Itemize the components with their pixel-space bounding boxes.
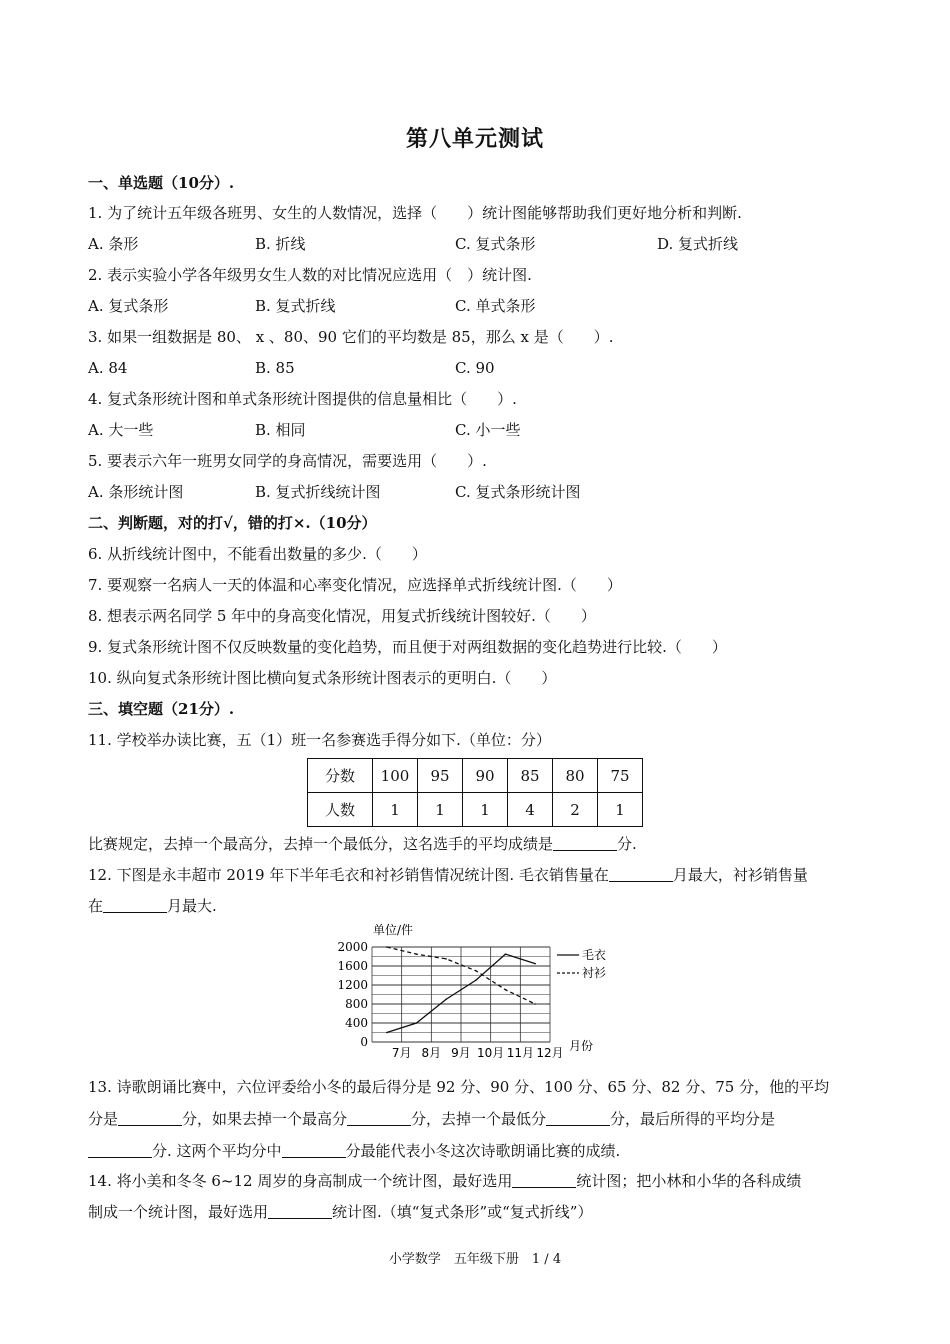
- q1-option-d: D. 复式折线: [657, 235, 739, 253]
- data-point: [445, 958, 447, 960]
- q14-text-a: 14. 将小美和冬冬 6~12 周岁的身高制成一个统计图，最好选用: [88, 1172, 513, 1190]
- score-cell: 95: [418, 759, 463, 793]
- question-3: 3. 如果一组数据是 80、 x 、80、90 它们的平均数是 85，那么 x 是（ ）.: [88, 328, 614, 346]
- question-5: 5. 要表示六年一班男女同学的身高情况，需要选用（ ）.: [88, 452, 487, 470]
- y-tick-label: 1600: [337, 959, 368, 973]
- q4-option-a: A. 大一些: [88, 421, 154, 439]
- q5-option-b: B. 复式折线统计图: [255, 483, 381, 501]
- count-cell: 1: [463, 793, 508, 827]
- q14-text-b: 统计图；把小林和小华的各科成绩: [576, 1172, 802, 1190]
- q3-option-c: C. 90: [455, 359, 495, 377]
- question-13-line-2: [88, 1108, 775, 1130]
- question-9: 9. 复式条形统计图不仅反映数量的变化趋势，而且便于对两组数据的变化趋势进行比较.（ ）: [88, 638, 727, 656]
- question-14-line-2: [88, 1201, 592, 1223]
- q2-option-c: C. 单式条形: [455, 297, 536, 315]
- page-title: 第八单元测试: [405, 126, 544, 152]
- y-tick-label: 1200: [337, 978, 368, 992]
- data-point: [505, 989, 507, 991]
- answer-blank[interactable]: [546, 1109, 610, 1126]
- data-point: [416, 1022, 418, 1024]
- question-1: 1. 为了统计五年级各班男、女生的人数情况，选择（ ）统计图能够帮助我们更好地分析和判断.: [88, 204, 742, 222]
- sales-line-chart: [325, 922, 625, 1067]
- q3-option-a: A. 84: [88, 359, 128, 377]
- q12-text-d: 月最大.: [167, 897, 217, 915]
- q12-text-b: 月最大，衬衫销售量: [672, 866, 808, 884]
- answer-blank[interactable]: [347, 1109, 411, 1126]
- q13-text-f: 分最能代表小冬这次诗歌朗诵比赛的成绩.: [345, 1142, 621, 1160]
- q14-text-d: 统计图.（填“复式条形”或“复式折线”）: [332, 1203, 593, 1221]
- q3-option-b: B. 85: [255, 359, 295, 377]
- q5-option-c: C. 复式条形统计图: [455, 483, 581, 501]
- answer-blank[interactable]: [282, 1141, 346, 1158]
- score-cell: 85: [508, 759, 553, 793]
- q13-text-d: 分，最后所得的平均分是: [610, 1110, 776, 1128]
- question-8: 8. 想表示两名同学 5 年中的身高变化情况，用复式折线统计图较好.（ ）: [88, 607, 596, 625]
- q13-text-b: 分，如果去掉一个最高分: [182, 1110, 348, 1128]
- chart-y-ticks: [337, 940, 368, 1049]
- chart-x-ticks: [392, 1046, 564, 1060]
- data-point: [475, 970, 477, 972]
- q14-text-c: 制成一个统计图，最好选用: [88, 1203, 269, 1221]
- q2-option-b: B. 复式折线: [255, 297, 336, 315]
- y-tick-label: 2000: [337, 940, 368, 954]
- question-12-line-1: [88, 864, 808, 886]
- q13-text-c: 分，去掉一个最低分: [411, 1110, 547, 1128]
- score-cell: 80: [553, 759, 598, 793]
- chart-grid: [372, 947, 550, 1042]
- data-point: [505, 953, 507, 955]
- table-row: [308, 793, 643, 827]
- legend-label-sweater: 毛衣: [582, 948, 607, 962]
- x-tick-label: 10月: [477, 1046, 505, 1060]
- data-point: [386, 1032, 388, 1034]
- q1-option-a: A. 条形: [88, 235, 139, 253]
- section-heading-2: 二、判断题，对的打√，错的打×.（10分）: [88, 514, 377, 532]
- score-cell: 100: [373, 759, 418, 793]
- chart-x-label: 月份: [569, 1039, 594, 1053]
- data-point: [534, 963, 536, 965]
- table-row: [308, 759, 643, 793]
- count-cell: 2: [553, 793, 598, 827]
- question-13-line-1: 13. 诗歌朗诵比赛中，六位评委给小冬的最后得分是 92 分、90 分、100 分、65 分、82 分、75 分，他的平均: [88, 1078, 830, 1096]
- data-point: [386, 946, 388, 948]
- question-11: 11. 学校举办读比赛，五（1）班一名参赛选手得分如下.（单位：分）: [88, 731, 551, 749]
- x-tick-label: 8月: [421, 1046, 442, 1060]
- question-10: 10. 纵向复式条形统计图比横向复式条形统计图表示的更明白.（ ）: [88, 669, 557, 687]
- q2-option-a: A. 复式条形: [88, 297, 169, 315]
- question-6: 6. 从折线统计图中，不能看出数量的多少.（ ）: [88, 545, 427, 563]
- question-4: 4. 复式条形统计图和单式条形统计图提供的信息量相比（ ）.: [88, 390, 517, 408]
- data-point: [534, 1003, 536, 1005]
- table-header-cell: 分数: [308, 759, 373, 793]
- q4-option-b: B. 相同: [255, 421, 306, 439]
- question-13-line-3: [88, 1140, 620, 1162]
- score-cell: 90: [463, 759, 508, 793]
- table-header-cell: 人数: [308, 793, 373, 827]
- section-heading-1: 一、单选题（10分）.: [88, 174, 235, 192]
- x-tick-label: 9月: [451, 1046, 471, 1060]
- q12-text-a: 12. 下图是永丰超市 2019 年下半年毛衣和衬衫销售情况统计图. 毛衣销售量在: [88, 866, 609, 884]
- q5-option-a: A. 条形统计图: [88, 483, 184, 501]
- section-heading-3: 三、填空题（21分）.: [88, 700, 235, 718]
- q11-text-a: 比赛规定，去掉一个最高分，去掉一个最低分，这名选手的平均成绩是: [88, 835, 554, 853]
- x-tick-label: 7月: [391, 1046, 412, 1060]
- count-cell: 1: [373, 793, 418, 827]
- q1-option-b: B. 折线: [255, 235, 306, 253]
- question-11-prompt: [88, 833, 637, 855]
- x-tick-label: 12月: [536, 1046, 564, 1060]
- q13-text-a: 分是: [88, 1110, 119, 1128]
- y-tick-label: 400: [345, 1016, 368, 1030]
- q1-option-c: C. 复式条形: [455, 235, 536, 253]
- question-2: 2. 表示实验小学各年级男女生人数的对比情况应选用（ ）统计图.: [88, 266, 532, 284]
- score-cell: 75: [598, 759, 643, 793]
- question-12-line-2: [88, 895, 217, 917]
- data-point: [445, 998, 447, 1000]
- data-point: [416, 953, 418, 955]
- question-7: 7. 要观察一名病人一天的体温和心率变化情况，应选择单式折线统计图.（ ）: [88, 576, 622, 594]
- data-point: [475, 979, 477, 981]
- y-tick-label: 0: [360, 1035, 368, 1049]
- q13-text-e: 分. 这两个平均分中: [152, 1142, 282, 1160]
- count-cell: 1: [598, 793, 643, 827]
- answer-blank[interactable]: [118, 1109, 182, 1126]
- legend-label-shirt: 衬衫: [582, 966, 607, 980]
- page-footer: 小学数学 五年级下册 1 / 4: [388, 1252, 562, 1267]
- count-cell: 4: [508, 793, 553, 827]
- answer-blank[interactable]: [268, 1202, 332, 1219]
- q4-option-c: C. 小一些: [455, 421, 521, 439]
- answer-blank[interactable]: [103, 896, 167, 913]
- answer-blank[interactable]: [88, 1141, 152, 1158]
- q12-text-c: 在: [88, 897, 104, 915]
- answer-blank[interactable]: [609, 865, 673, 882]
- count-cell: 1: [418, 793, 463, 827]
- q11-text-b: 分.: [617, 835, 637, 853]
- question-14-line-1: [88, 1170, 801, 1192]
- score-table: [307, 758, 643, 827]
- answer-blank[interactable]: [553, 834, 617, 851]
- y-tick-label: 800: [345, 997, 368, 1011]
- chart-y-label: 单位/件: [373, 923, 414, 937]
- x-tick-label: 11月: [506, 1046, 534, 1060]
- answer-blank[interactable]: [512, 1171, 576, 1188]
